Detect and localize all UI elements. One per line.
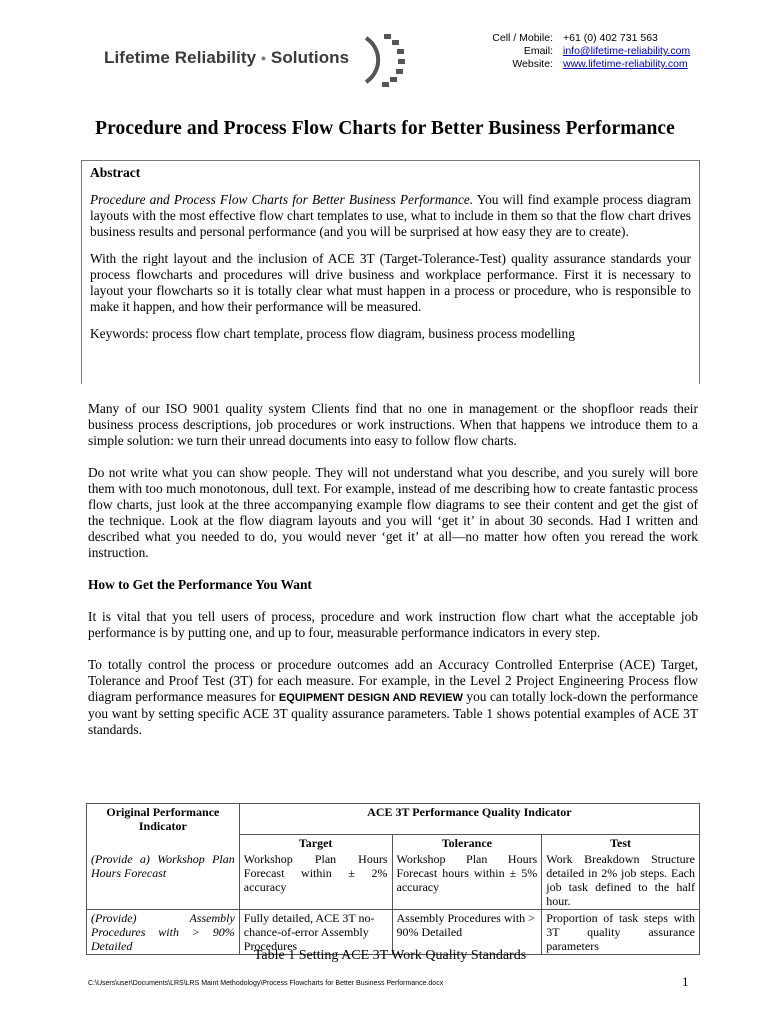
section-heading: How to Get the Performance You Want xyxy=(88,577,312,592)
table-subheader-tolerance: Tolerance xyxy=(392,835,542,852)
table-cell: Fully detailed, ACE 3T no-chance-of-error Assembly Procedures xyxy=(239,910,392,955)
table-header-indicator: Original Performance Indicator xyxy=(87,804,240,852)
contact-row-website: Website: www.lifetime-reliability.com xyxy=(512,58,688,70)
table-subheader-target: Target xyxy=(239,835,392,852)
body-paragraph-1: Many of our ISO 9001 quality system Clients find that no one in management or the shopfloor reads their business process descriptions, job procedures or work instructions. When that happens we introduce them to a simple solution: we turn their unread documents into easy to follow flow charts. xyxy=(88,401,698,448)
abstract-heading: Abstract xyxy=(90,165,141,180)
table-cell: Work Breakdown Structure detailed in 2% job steps. Each job task defined to the half hour. xyxy=(542,851,700,910)
page-number: 1 xyxy=(682,974,689,989)
contact-info xyxy=(478,32,690,71)
table-cell: Assembly Procedures with > 90% Detailed xyxy=(392,910,542,955)
contact-row-phone: Cell / Mobile: +61 (0) 402 731 563 xyxy=(492,32,658,44)
keywords: Keywords: process flow chart template, process flow diagram, business process modelling xyxy=(90,326,575,341)
table-cell: (Provide) Assembly Procedures with > 90% Detailed xyxy=(87,910,240,955)
table-cell: Workshop Plan Hours Forecast within ± 2% accuracy xyxy=(239,851,392,910)
body-paragraph-3: It is vital that you tell users of process, procedure and work instruction flow chart what the acceptable job performance is by putting one, and up to four, measurable performance indicators in every step. xyxy=(88,609,698,640)
table-subheader-test: Test xyxy=(542,835,700,852)
ace-3t-table xyxy=(86,803,700,955)
table-cell: Workshop Plan Hours Forecast hours within ± 5% accuracy xyxy=(392,851,542,910)
contact-row-email: Email: info@lifetime-reliability.com xyxy=(523,45,691,57)
abstract-paragraph-1: Procedure and Process Flow Charts for Better Business Performance. You will find example process diagram layouts with the most effective flow chart templates to use, what to include in them so that the flow chart drives business results and personal performance (and you will be surprised at how easy they are to create). xyxy=(90,192,691,239)
abstract-paragraph-2: With the right layout and the inclusion of ACE 3T (Target-Tolerance-Test) quality assurance standards your process flowcharts and procedures will drive business and workplace performance. First it is necessary to layout your flowcharts so it is totally clear what must happen in a process or procedure, who is responsible to make it happen, and how their performance will be measured. xyxy=(90,251,691,314)
email-link[interactable]: info@lifetime-reliability.com xyxy=(563,45,691,57)
company-logo xyxy=(100,38,400,88)
gear-icon xyxy=(358,32,410,88)
table-header-group: ACE 3T Performance Quality Indicator xyxy=(239,804,699,835)
table-cell: Proportion of task steps with 3T quality assurance parameters xyxy=(542,910,700,955)
website-link[interactable]: www.lifetime-reliability.com xyxy=(563,58,688,70)
abstract-box xyxy=(81,160,700,384)
body-text xyxy=(88,401,698,754)
table-cell: (Provide a) Workshop Plan Hours Forecast xyxy=(87,851,240,910)
body-paragraph-2: Do not write what you can show people. They will not understand what you describe, and you surely will bore them with too much monotonous, dull text. For example, instead of me describing how to create fantastic process flow charts, just look at the three accompanying example flow diagrams to see their content and get the gist of the technique. Look at the flow diagram layouts and you will ‘get it’ in about 30 seconds. Had I written and described what you needed to do, you would never ‘get it’ at all—no matter how often you reread the work instruction. xyxy=(88,465,698,560)
page-title: Procedure and Process Flow Charts for Better Business Performance xyxy=(95,118,675,139)
table-caption: Table 1 Setting ACE 3T Work Quality Standards xyxy=(253,948,527,963)
footer-file-path: C:\Users\user\Documents\LRS\LRS Maint Methodology\Process Flowcharts for Better Business Performance.docx xyxy=(88,980,444,987)
logo-text: Lifetime Reliability • Solutions xyxy=(104,48,350,67)
body-paragraph-4: To totally control the process or procedure outcomes add an Accuracy Controlled Enterprise (ACE) Target, Tolerance and Proof Test (3T) for each measure. For example, in the Level 2 Project Engineering Process flow diagram performance measures for EQUIPMENT DESIGN AND REVIEW you can totally lock-down the performance you want by setting specific ACE 3T quality assurance parameters. Table 1 shows potential examples of ACE 3T standards. xyxy=(88,657,698,737)
table-row xyxy=(87,851,700,910)
